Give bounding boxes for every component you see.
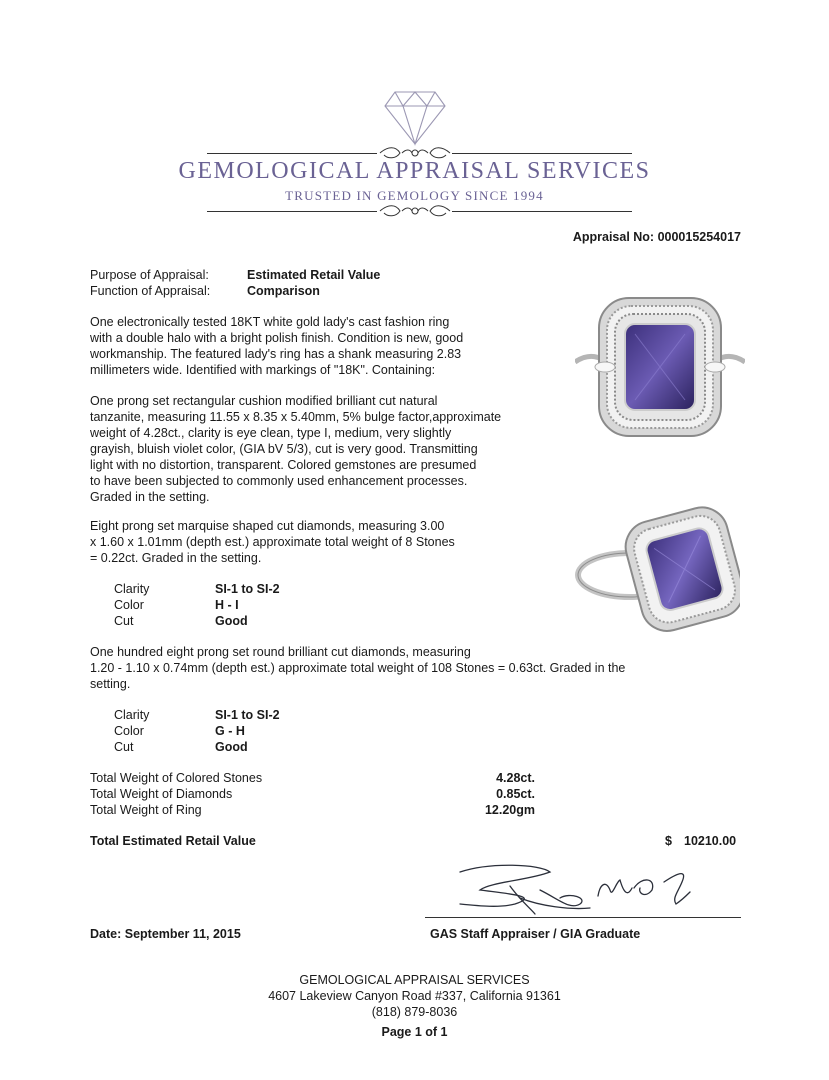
company-tagline: TRUSTED IN GEMOLOGY SINCE 1994 — [285, 188, 544, 203]
total-label: Total Weight of Diamonds — [90, 787, 233, 801]
total-value: 4.28ct. — [496, 771, 535, 785]
signature-caption: GAS Staff Appraiser / GIA Graduate — [430, 927, 641, 941]
currency-symbol: $ — [665, 834, 672, 848]
grade-value: H - I — [215, 598, 239, 612]
purpose-label: Purpose of Appraisal: — [90, 268, 209, 282]
footer-address: 4607 Lakeview Canyon Road #337, California 91361 — [268, 989, 561, 1003]
grade-label: Cut — [114, 614, 134, 628]
grade-value: SI-1 to SI-2 — [215, 582, 280, 596]
ornament-icon — [378, 202, 452, 220]
ring-photo-top — [575, 292, 745, 442]
purpose-value: Estimated Retail Value — [247, 268, 381, 282]
diamond-icon — [383, 90, 447, 146]
grade-label: Cut — [114, 740, 134, 754]
round-diamond-description: One hundred eight prong set round brilliant cut diamonds, measuring 1.20 - 1.10 x 0.74mm (depth est.) approximate total weight of 108 Stones = 0.63ct. Graded in the setting. — [90, 645, 626, 691]
grade-label: Clarity — [114, 582, 150, 596]
tanzanite-description: One prong set rectangular cushion modified brilliant cut natural tanzanite, measuring 11.55 x 8.35 x 5.40mm, 5% bulge factor,approximate weight of 4.28ct., clarity is eye clean, type I, medium, very slightly grayish, bluish violet color, (GIA bV 5/3), cut is very good. Transmitting light with no distortion, transparent. Colored gemstones are presumed to have been subjected to commonly used enhancement processes. Graded in the setting. — [90, 394, 502, 504]
retail-value-label: Total Estimated Retail Value — [90, 834, 256, 848]
appraisal-date: Date: September 11, 2015 — [90, 927, 241, 941]
grade-label: Color — [114, 724, 144, 738]
marquise-description: Eight prong set marquise shaped cut diamonds, measuring 3.00 x 1.60 x 1.01mm (depth est.) approximate total weight of 8 Stones = 0.22ct. Graded in the setting. — [90, 519, 455, 565]
appraisal-number: Appraisal No: 000015254017 — [572, 230, 741, 244]
footer-company: GEMOLOGICAL APPRAISAL SERVICES — [299, 973, 530, 987]
total-value: 0.85ct. — [496, 787, 535, 801]
grade-label: Clarity — [114, 708, 150, 722]
page-number: Page 1 of 1 — [381, 1025, 448, 1039]
ring-description: One electronically tested 18KT white gold lady's cast fashion ring with a double halo with a bright polish finish. Condition is new, good workmanship. The featured lady's ring has a shank measuring 2.83 millimeters wide. Identified with markings of "18K". Containing: — [90, 315, 464, 377]
grade-value: Good — [215, 740, 248, 754]
total-label: Total Weight of Ring — [90, 803, 202, 817]
grade-label: Color — [114, 598, 144, 612]
grade-value: Good — [215, 614, 248, 628]
signature-image — [420, 860, 745, 922]
grade-value: G - H — [215, 724, 245, 738]
ring-photo-side — [570, 505, 740, 633]
function-label: Function of Appraisal: — [90, 284, 211, 298]
company-logo — [0, 0, 829, 230]
total-label: Total Weight of Colored Stones — [90, 771, 263, 785]
grade-value: SI-1 to SI-2 — [215, 708, 280, 722]
company-name: GEMOLOGICAL APPRAISAL SERVICES — [178, 158, 651, 184]
retail-value-amount: 10210.00 — [684, 834, 737, 848]
total-value: 12.20gm — [484, 803, 535, 817]
function-value: Comparison — [247, 284, 320, 298]
footer-phone: (818) 879-8036 — [371, 1005, 458, 1019]
